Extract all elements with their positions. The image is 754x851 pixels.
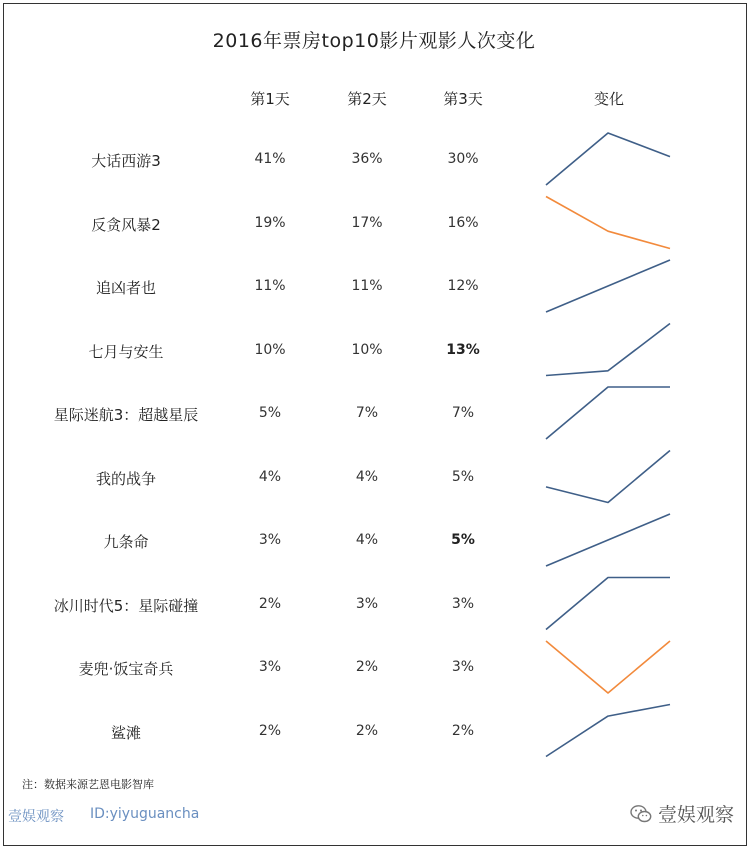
- column-header-day2: 第2天: [347, 90, 387, 108]
- row-label: 大话西游3: [91, 152, 161, 170]
- row-label: 鲨滩: [110, 723, 141, 742]
- trend-sparkline: [546, 324, 670, 376]
- cell-day3: 3%: [451, 659, 475, 675]
- column-header-day1: 第1天: [250, 90, 290, 108]
- brand-id: ID:yiyuguancha: [90, 806, 200, 822]
- cell-day1: 3%: [258, 659, 282, 675]
- brand-name-left: 壹娱观察: [8, 809, 64, 825]
- brand-name-right: 壹娱观察: [657, 804, 734, 826]
- row-label: 追凶者也: [95, 279, 156, 297]
- cell-day3: 5%: [451, 532, 475, 548]
- cell-day2: 2%: [355, 722, 379, 739]
- cell-day1: 10%: [254, 341, 286, 358]
- cell-day1: 4%: [258, 468, 282, 485]
- cell-day1: 41%: [254, 151, 286, 167]
- cell-day3: 16%: [447, 214, 479, 231]
- trend-sparkline: [546, 387, 670, 439]
- column-header-day3: 第3天: [443, 90, 483, 108]
- cell-day1: 3%: [258, 532, 282, 548]
- row-label: 七月与安生: [88, 342, 164, 361]
- cell-day2: 2%: [355, 659, 379, 675]
- column-header-trend: 变化: [593, 90, 624, 108]
- trend-sparkline: [546, 514, 670, 566]
- cell-day3: 12%: [447, 278, 479, 294]
- cell-day2: 11%: [351, 278, 383, 294]
- wechat-icon: [630, 804, 652, 824]
- cell-day2: 7%: [355, 405, 379, 421]
- cell-day3: 2%: [451, 722, 475, 739]
- cell-day1: 5%: [258, 405, 282, 421]
- row-label: 反贪风暴2: [91, 215, 161, 234]
- cell-day3: 13%: [446, 341, 480, 358]
- row-label: 麦兜·饭宝奇兵: [78, 660, 174, 678]
- trend-sparkline: [546, 260, 670, 312]
- cell-day2: 17%: [351, 214, 383, 231]
- trend-sparkline: [546, 578, 670, 630]
- cell-day3: 30%: [447, 151, 479, 167]
- trend-sparkline: [546, 197, 670, 249]
- cell-day2: 3%: [355, 595, 379, 612]
- cell-day3: 3%: [451, 595, 475, 612]
- cell-day1: 19%: [254, 214, 286, 231]
- row-label: 九条命: [103, 533, 149, 551]
- cell-day1: 11%: [254, 278, 286, 294]
- cell-day1: 2%: [258, 722, 282, 739]
- trend-sparkline: [546, 641, 670, 693]
- cell-day2: 36%: [351, 151, 383, 167]
- cell-day2: 4%: [355, 532, 379, 548]
- chart-title: 2016年票房top10影片观影人次变化: [212, 30, 536, 52]
- row-label: 我的战争: [95, 469, 156, 488]
- brand-right: [630, 800, 734, 827]
- row-label: 冰川时代5：星际碰撞: [53, 596, 199, 615]
- source-note: 注：数据来源艺恩电影智库: [22, 778, 154, 791]
- cell-day2: 10%: [351, 341, 383, 358]
- cell-day3: 7%: [451, 405, 475, 421]
- trend-sparkline: [546, 133, 670, 185]
- cell-day1: 2%: [258, 595, 282, 612]
- trend-sparkline: [546, 705, 670, 757]
- cell-day2: 4%: [355, 468, 379, 485]
- row-label: 星际迷航3：超越星辰: [53, 406, 199, 424]
- cell-day3: 5%: [451, 468, 475, 485]
- trend-sparkline: [546, 451, 670, 503]
